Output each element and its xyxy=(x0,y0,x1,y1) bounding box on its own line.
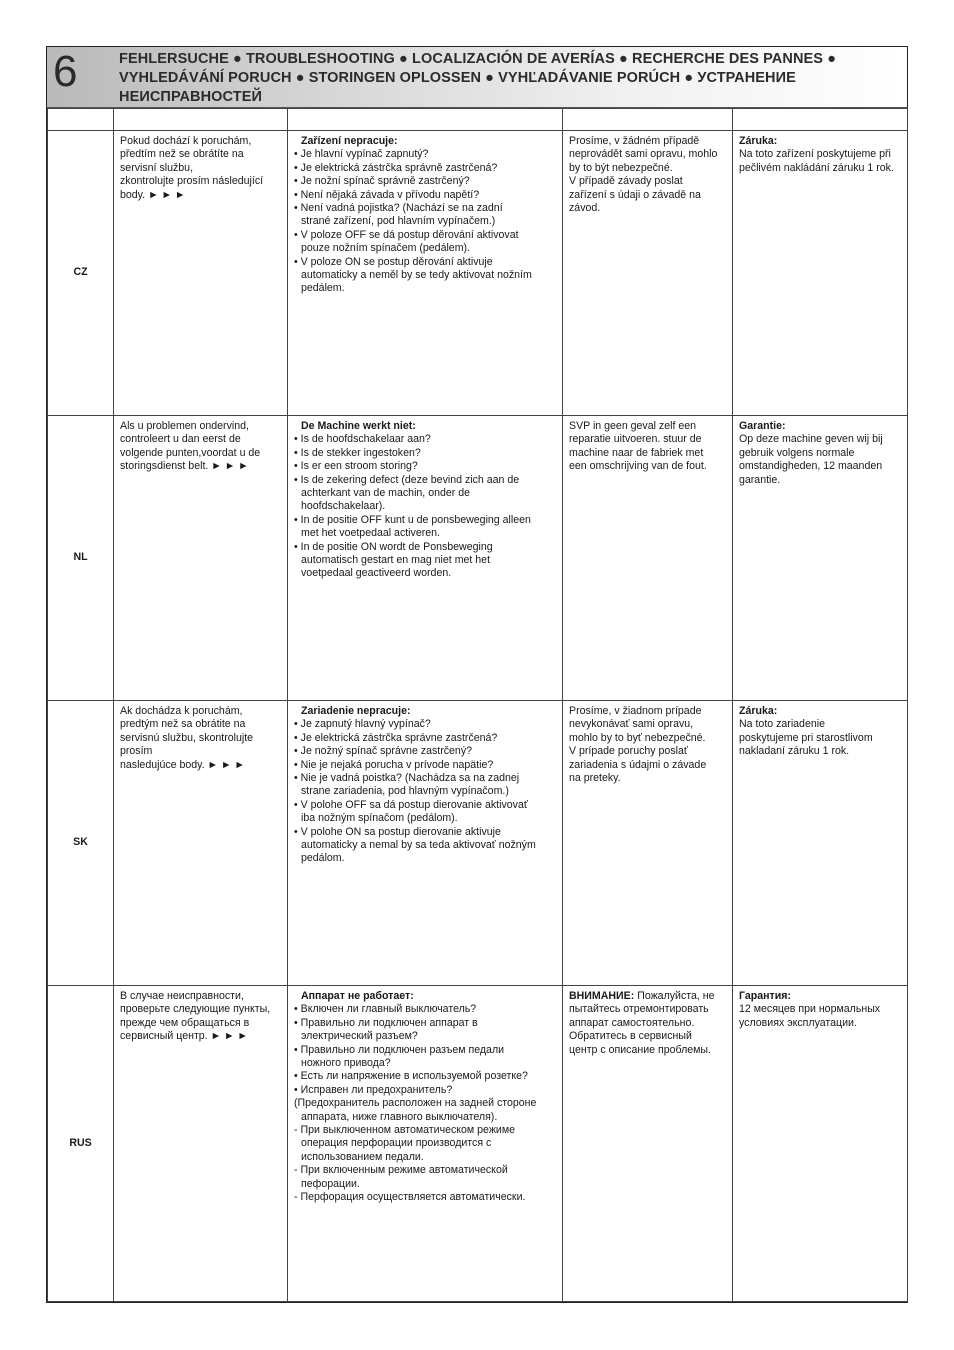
empty-header-cell xyxy=(563,109,733,131)
checks-title: Zariadenie nepracuje: xyxy=(301,705,411,717)
intro-line: prosím xyxy=(120,745,153,758)
intro-line: nasledujúce body. ► ► ► xyxy=(120,758,245,771)
checks-title: Zařízení nepracuje: xyxy=(301,135,398,147)
check-item: • Nie je vadná poistka? (Nachádza sa na zadnej xyxy=(294,772,520,785)
warranty-title: Гарантия: xyxy=(739,990,791,1002)
warranty-cell xyxy=(733,986,908,1302)
note-line: Пожалуйста, не xyxy=(637,990,715,1002)
check-item: met het voetpedaal activeren. xyxy=(301,527,440,540)
intro-line: Als u problemen ondervind, xyxy=(120,420,249,432)
intro-line: сервисный центр. ► ► ► xyxy=(120,1030,248,1043)
check-item: achterkant van de machin, onder de xyxy=(301,487,471,500)
warranty-line: garantie. xyxy=(739,473,781,486)
warranty-line: 12 месяцев при нормальных xyxy=(739,1003,881,1016)
empty-header-cell xyxy=(733,109,908,131)
check-item: операция перфорации производится с xyxy=(301,1137,492,1150)
check-item: • V poloze OFF se dá postup děrování aktivovat xyxy=(294,228,519,241)
check-item: • Is er een stroom storing? xyxy=(294,460,418,473)
check-item: • In de positie OFF kunt u de ponsbeweging alleen xyxy=(294,513,531,526)
intro-line: zkontrolujte prosím následující xyxy=(120,175,264,188)
intro-cell xyxy=(114,701,288,986)
check-item: • Правильно ли подключен аппарат в xyxy=(294,1016,478,1029)
intro-line: Ak dochádza k poruchám, xyxy=(120,705,243,717)
intro-cell xyxy=(114,416,288,701)
check-item: hoofdschakelaar). xyxy=(301,500,386,513)
note-line: аппарат самостоятельно. xyxy=(569,1016,695,1029)
check-item: • Je nožný spínač správne zastrčený? xyxy=(294,745,473,758)
check-item: iba nožným spínačom (pedálom). xyxy=(301,812,458,825)
check-item: • Je hlavní vypínač zapnutý? xyxy=(294,148,429,161)
note-line: V případě závady poslat xyxy=(569,175,683,188)
empty-header-cell xyxy=(48,109,114,131)
intro-line: předtím než se obrátíte na xyxy=(120,148,244,161)
check-item: • Включен ли главный выключатель? xyxy=(294,1003,477,1016)
warranty-cell xyxy=(733,701,908,986)
table-row xyxy=(48,986,908,1302)
warranty-line: poskytujeme pri starostlivom xyxy=(739,731,873,744)
check-item: использованием педали. xyxy=(301,1150,424,1163)
troubleshooting-table xyxy=(47,108,908,1302)
note-line: пытайтесь отремонтировать xyxy=(569,1003,709,1016)
language-code: RUS xyxy=(48,986,114,1302)
table-header-row xyxy=(48,109,908,131)
intro-line: body. ► ► ► xyxy=(120,188,186,201)
section-title: FEHLERSUCHE ● TROUBLESHOOTING ● LOCALIZACIÓN DE AVERÍAS ● RECHERCHE DES PANNES ● VYHLEDÁVÁNÍ PORUCH ● STORINGEN OPLOSSEN ● VYHĽADÁVANIE PORÚCH ● УСТРАНЕНИЕ НЕИСПРАВНОСТЕЙ xyxy=(119,51,837,105)
warranty-title: Záruka: xyxy=(739,705,778,717)
checks-title: Аппарат не работает: xyxy=(301,990,414,1002)
warranty-line: Op deze machine geven wij bij xyxy=(739,433,883,446)
check-item: • Je nožní spínač správně zastrčený? xyxy=(294,175,470,188)
chapter-number: 6 xyxy=(53,47,78,96)
check-item: automatisch gestart en mag niet met het xyxy=(301,554,491,567)
check-item: pedálom. xyxy=(301,852,345,865)
intro-line: проверьте следующие пункты, xyxy=(120,1003,271,1016)
checks-cell xyxy=(288,416,563,701)
table-row xyxy=(48,701,908,986)
check-item: • In de positie ON wordt de Ponsbeweging xyxy=(294,540,493,553)
check-item: аппарата, ниже главного выключателя). xyxy=(301,1110,498,1123)
check-item: strane zariadenia, pod hlavným vypínačom.) xyxy=(301,785,509,798)
intro-line: servisnú službu, skontrolujte xyxy=(120,731,254,744)
warranty-cell xyxy=(733,131,908,416)
intro-line: volgende punten,voordat u de xyxy=(120,446,261,459)
checks-title: De Machine werkt niet: xyxy=(301,420,416,432)
warranty-line: Na toto zariadenie xyxy=(739,718,825,731)
intro-line: predtým než sa obrátite na xyxy=(120,718,246,731)
check-item: • Nie je nejaká porucha v prívode napätie? xyxy=(294,758,494,771)
troubleshooting-sheet xyxy=(46,46,908,1303)
language-code: SK xyxy=(48,701,114,986)
check-item: • Is de zekering defect (deze bevind zich aan de xyxy=(294,473,520,486)
note-line: mohlo by to byť nebezpečné. xyxy=(569,731,706,744)
warranty-line: omstandigheden, 12 maanden xyxy=(739,460,883,473)
check-item: - При включенным режиме автоматической xyxy=(294,1164,508,1177)
note-cell xyxy=(563,416,733,701)
warranty-line: pečlivém nakládání záruku 1 rok. xyxy=(739,161,894,174)
intro-line: прежде чем обращаться в xyxy=(120,1016,250,1029)
note-line: zařízení s údaji o závadě na xyxy=(569,188,701,201)
check-item: ножного привода? xyxy=(301,1057,391,1070)
check-item: • Есть ли напряжение в используемой розетке? xyxy=(294,1070,528,1083)
intro-line: storingsdienst belt. ► ► ► xyxy=(120,460,249,473)
warranty-line: gebruik volgens normale xyxy=(739,446,855,459)
note-line: Prosíme, v žádném případě xyxy=(569,135,700,147)
empty-header-cell xyxy=(114,109,288,131)
note-line: závod. xyxy=(569,202,601,215)
note-line: een omschrijving van de fout. xyxy=(569,460,707,473)
check-item: automaticky a nemal by sa teda aktivovať nožným xyxy=(301,839,536,852)
intro-line: В случае неисправности, xyxy=(120,990,244,1002)
section-header xyxy=(47,47,907,108)
warranty-line: nakladaní záruku 1 rok. xyxy=(739,745,850,758)
check-item: пефорации. xyxy=(301,1177,360,1190)
check-item: • Je zapnutý hlavný vypínač? xyxy=(294,718,431,731)
note-line: Обратитесь в сервисный xyxy=(569,1030,692,1043)
intro-line: servisní službu, xyxy=(120,161,194,174)
warranty-title: Garantie: xyxy=(739,420,786,432)
check-item: automaticky a neměl by se tedy aktivovat nožním xyxy=(301,269,532,282)
note-line: neprovádět sami opravu, mohlo xyxy=(569,148,718,161)
note-line: центр с описание проблемы. xyxy=(569,1043,711,1056)
check-item: • Není nějaká závada v přívodu napětí? xyxy=(294,188,480,201)
intro-line: controleert u dan eerst de xyxy=(120,433,241,446)
warranty-line: Na toto zařízení poskytujeme při xyxy=(739,148,891,161)
check-item: • Is de stekker ingestoken? xyxy=(294,446,421,459)
note-line: zariadenia s údajmi o závade xyxy=(569,758,707,771)
check-item: • Není vadná pojistka? (Nachází se na zadní xyxy=(294,202,503,215)
checks-cell xyxy=(288,131,563,416)
check-item: • Исправен ли предохранитель? xyxy=(294,1083,453,1096)
table-row xyxy=(48,416,908,701)
note-line: na preteky. xyxy=(569,772,621,785)
note-line: SVP in geen geval zelf een xyxy=(569,420,697,432)
checks-cell xyxy=(288,701,563,986)
check-item: • Правильно ли подключен разъем педали xyxy=(294,1043,505,1056)
note-line: by to být nebezpečné. xyxy=(569,161,673,174)
check-item: - При выключенном автоматическом режиме xyxy=(294,1124,516,1137)
check-item: • Je elektrická zástrčka správně zastrčená? xyxy=(294,161,498,174)
table-row xyxy=(48,131,908,416)
warranty-line: условиях эксплуатации. xyxy=(739,1016,857,1029)
check-item: • Je elektrická zástrčka správne zastrčená? xyxy=(294,731,498,744)
check-item: электрический разъем? xyxy=(301,1030,418,1043)
note-cell xyxy=(563,131,733,416)
check-item: (Предохранитель расположен на задней стороне xyxy=(294,1097,537,1110)
checks-cell xyxy=(288,986,563,1302)
warranty-title: Záruka: xyxy=(739,135,778,147)
check-item: • V polohe ON sa postup dierovanie aktivuje xyxy=(294,825,501,838)
warranty-cell xyxy=(733,416,908,701)
note-cell xyxy=(563,701,733,986)
note-cell xyxy=(563,986,733,1302)
empty-header-cell xyxy=(288,109,563,131)
language-code: NL xyxy=(48,416,114,701)
check-item: pedálem. xyxy=(301,282,345,295)
intro-line: Pokud dochází k poruchám, xyxy=(120,135,252,147)
note-line: reparatie uitvoeren. stuur de xyxy=(569,433,702,446)
check-item: strané zařízení, pod hlavním vypínačem.) xyxy=(301,215,496,228)
intro-cell xyxy=(114,131,288,416)
note-line: nevykonávať sami opravu, xyxy=(569,718,694,731)
check-item: • Is de hoofdschakelaar aan? xyxy=(294,433,431,446)
check-item: pouze nožním spínačem (pedálem). xyxy=(301,242,470,255)
check-item: voetpedaal geactiveerd worden. xyxy=(301,567,452,580)
warning-label: ВНИМАНИЕ: xyxy=(569,990,635,1002)
check-item: • V polohe OFF sa dá postup dierovanie aktivovať xyxy=(294,798,528,811)
note-line: machine naar de fabriek met xyxy=(569,446,704,459)
note-line: V prípade poruchy poslať xyxy=(569,745,688,758)
language-code: CZ xyxy=(48,131,114,416)
note-line: Prosíme, v žiadnom prípade xyxy=(569,705,702,717)
intro-cell xyxy=(114,986,288,1302)
check-item: - Перфорация осуществляется автоматически. xyxy=(294,1191,526,1204)
check-item: • V poloze ON se postup děrování aktivuje xyxy=(294,255,493,268)
